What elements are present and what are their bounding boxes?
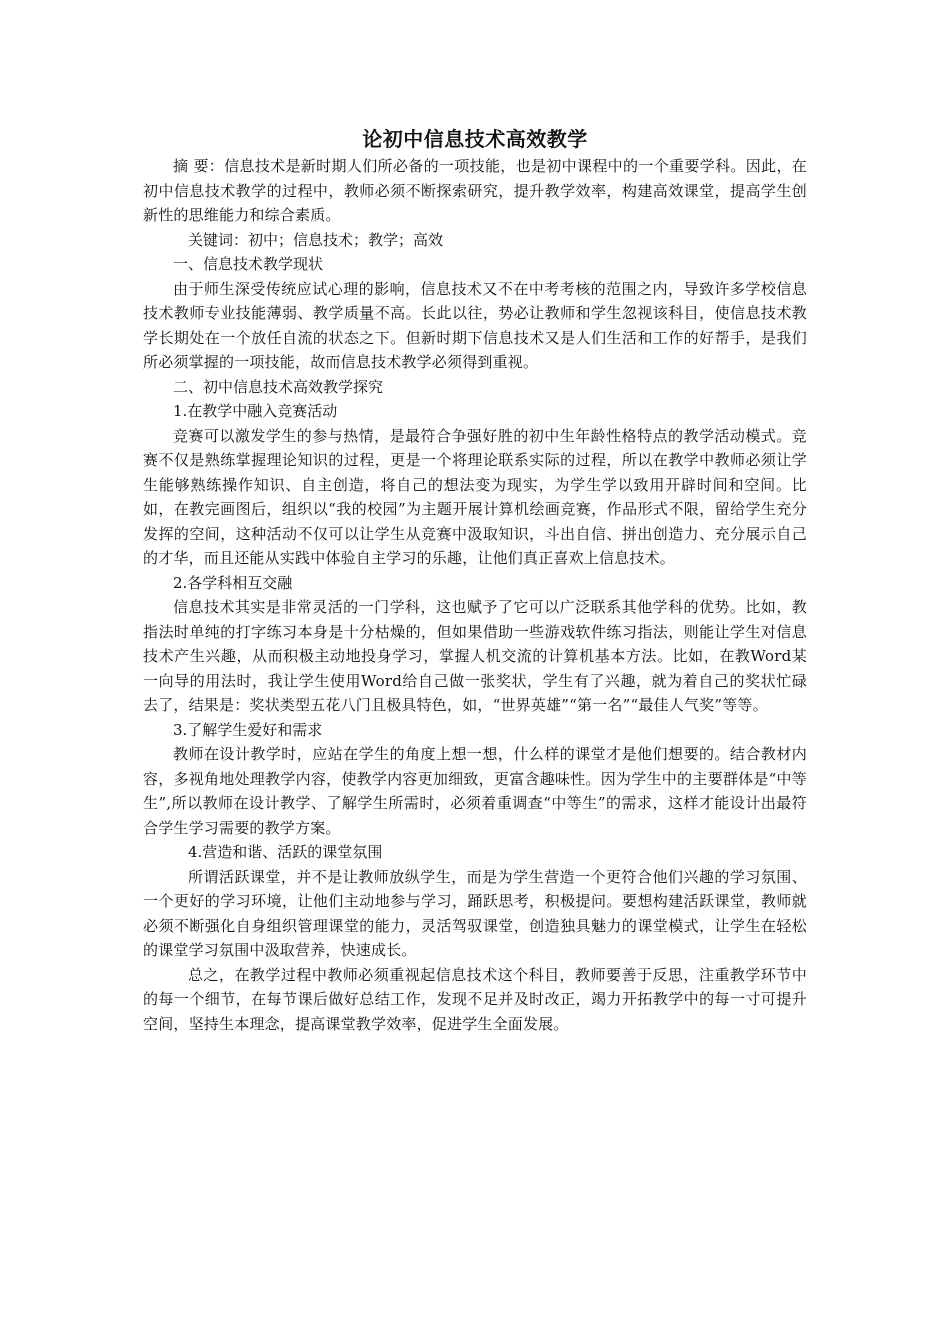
subsection-1-heading: 1.在教学中融入竞赛活动 [173,402,338,420]
subsection-4-heading: 4.营造和谐、活跃的课堂氛围 [188,843,383,861]
abstract: 摘 要：信息技术是新时期人们所必备的一项技能，也是初中课程中的一个重要学科。因此，在初中信息技术教学的过程中，教师必须不断探索研究，提升教学效率，构建高效课堂，提高学生创新性的思维能力和综合素质。 [143,157,807,224]
document-title: 论初中信息技术高效教学 [362,127,588,151]
conclusion-paragraph: 总之，在教学过程中教师必须重视起信息技术这个科目，教师要善于反思，注重教学环节中的每一个细节，在每节课后做好总结工作，发现不足并及时改正，竭力开拓教学中的每一寸可提升空间，坚持生本理念，提高课堂教学效率，促进学生全面发展。 [143,965,807,1033]
subsection-3-heading: 3.了解学生爱好和需求 [173,720,323,739]
section-1-heading: 一、信息技术教学现状 [173,255,324,273]
keywords: 关键词：初中；信息技术；教学；高效 [188,230,444,249]
subsection-3-paragraph: 教师在设计教学时，应站在学生的角度上想一想，什么样的课堂才是他们想要的。结合教材内容，多视角地处理教学内容，使教学内容更加细致，更富含趣味性。因为学生中的主要群体是“中等生”,所以教师在设计教学、了解学生所需时，必须着重调查“中等生”的需求，这样才能设计出最符合学生学习需要的教学方案。 [143,745,807,837]
section-2-heading: 二、初中信息技术高效教学探究 [173,377,384,396]
subsection-4-paragraph: 所谓活跃课堂，并不是让教师放纵学生，而是为学生营造一个更符合他们兴趣的学习氛围、一个更好的学习环境，让他们主动地参与学习，踊跃思考，积极提问。要想构建活跃课堂，教师就必须不断强化自身组织管理课堂的能力，灵活驾驭课堂，创造独具魅力的课堂模式，让学生在轻松的课堂学习氛围中汲取营养，快速成长。 [143,867,807,959]
document-page [143,124,807,1036]
section-1-paragraph: 由于师生深受传统应试心理的影响，信息技术又不在中考考核的范围之内，导致许多学校信息技术教师专业技能薄弱、教学质量不高。长此以往，势必让教师和学生忽视该科目，使信息技术教学长期处在一个放任自流的状态之下。但新时期下信息技术又是人们生活和工作的好帮手，是我们所必须掌握的一项技能，故而信息技术教学必须得到重视。 [143,279,807,371]
subsection-2-heading: 2.各学科相互交融 [173,573,293,592]
subsection-2-paragraph: 信息技术其实是非常灵活的一门学科，这也赋予了它可以广泛联系其他学科的优势。比如，教指法时单纯的打字练习本身是十分枯燥的，但如果借助一些游戏软件练习指法，则能让学生对信息技术产生兴趣，从而积极主动地投身学习，掌握人机交流的计算机基本方法。比如，在教Word某一向导的用法时，我让学生使用Word给自己做一张奖状，学生有了兴趣，就为着自己的奖状忙碌去了，结果是：奖状类型五花八门且极具特色，如，“世界英雄”“第一名”“最佳人气奖”等等。 [143,598,807,714]
subsection-1-paragraph: 竞赛可以激发学生的参与热情，是最符合争强好胜的初中生年龄性格特点的教学活动模式。竞赛不仅是熟练掌握理论知识的过程，更是一个将理论联系实际的过程，所以在教学中教师必须让学生能够熟练操作知识、自主创造，将自己的想法变为现实，为学生学以致用开辟时间和空间。比如，在教完画图后，组织以“我的校园”为主题开展计算机绘画竞赛，作品形式不限，留给学生充分发挥的空间，这种活动不仅可以让学生从竞赛中汲取知识，斗出自信、拼出创造力、充分展示自己的才华，而且还能从实践中体验自主学习的乐趣，让他们真正喜欢上信息技术。 [143,426,807,567]
